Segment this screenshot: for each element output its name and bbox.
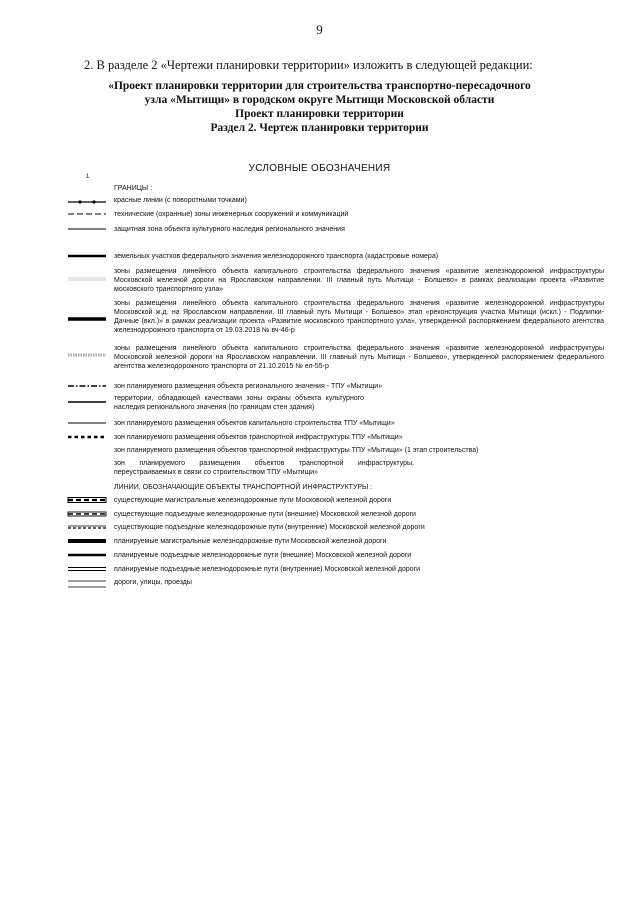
legend-title: УСЛОВНЫЕ ОБОЗНАЧЕНИЯ	[248, 163, 391, 174]
title-line-4: Раздел 2. Чертеж планировки территории	[210, 122, 429, 134]
legend-text: защитная зона объекта культурного наследия регионального значения	[114, 226, 345, 233]
rail-main-planned-symbol	[66, 537, 108, 545]
solid-medium-line-symbol	[66, 399, 108, 405]
red-line-with-points-symbol	[66, 198, 108, 206]
dash-dot-line-symbol	[66, 383, 108, 389]
transport-text: существующие магистральные железнодорожные пути Московской железной дороги	[114, 497, 392, 504]
legend-text: зон планируемого размещения объекта регионального значения - ТПУ «Мытищи»	[114, 383, 383, 390]
dashed-line-symbol	[66, 211, 108, 217]
legend-text: земельных участков федерального значения железнодорожного транспорта (кадастровые номера)	[114, 253, 439, 260]
rail-ext-planned-symbol	[66, 551, 108, 559]
solid-heavy-line-symbol	[66, 315, 108, 323]
solid-thin-line-symbol	[66, 226, 108, 232]
legend-text: технические (охранные) зоны инженерных сооружений и коммуникаций	[114, 211, 349, 218]
legend-text: зон планируемого размещения объектов транспортной инфраструктуры ТПУ «Мытищи» (1 этап строительства)	[114, 447, 479, 454]
title-line-3: Проект планировки территории	[235, 108, 404, 120]
red-line-point-label: 1	[86, 174, 90, 180]
legend-text: зоны размещения линейного объекта капитального строительства федерального значения «развитие железнодорожной инфраструктуры Московской ж.д. на Ярославском направлении. III главный путь Мытищи - Болшево» этап «реконструкция участка Мытищи (искл.) - Подлипки-Дачные (вкл.)» в рамках реализации проекта «Развитие московского транспортного узла», утвержденной распоряжением федерального агентства железнодорожного транспорта от 19.03.2018 № вч-46-р	[114, 300, 604, 334]
rail-ext-existing-symbol	[66, 510, 108, 518]
transport-text: существующие подъездные железнодорожные пути (внутренние) Московской железной дороги	[114, 524, 425, 531]
transport-heading: ЛИНИИ, ОБОЗНАЧАЮЩИЕ ОБЪЕКТЫ ТРАНСПОРТНОЙ ИНФРАСТРУКТУРЫ :	[114, 484, 373, 491]
bold-dashed-line-symbol	[66, 434, 108, 440]
legend-text: красные линии (с поворотными точками)	[114, 197, 247, 204]
solid-thick-line-symbol	[66, 253, 108, 259]
faint-band-symbol	[66, 275, 108, 283]
transport-text: планируемые магистральные железнодорожные пути Московской железной дороги	[114, 538, 387, 545]
solid-thin-line-symbol	[66, 420, 108, 426]
legend-text: зоны размещения линейного объекта капитального строительства федерального значения «развитие железнодорожной инфраструктуры Московской железной дороги на Ярославском направлении. III главный путь Мытищи - Болшево» в рамках реализации проекта «Развитие московского транспортного узла»	[114, 268, 604, 293]
transport-text: дороги, улицы, проезды	[114, 579, 192, 586]
transport-text: планируемые подъездные железнодорожные пути (внешние) Московской железной дороги	[114, 552, 412, 559]
transport-text: планируемые подъездные железнодорожные пути (внутренние) Московской железной дороги	[114, 566, 421, 573]
legend-text: зоны размещения линейного объекта капитального строительства федерального значения «развитие железнодорожной инфраструктуры Московской железной дороги на Ярославском направлении. III главный путь Мытищи - Болшево», утвержденной распоряжением федерального агентства железнодорожного транспорта от 21.10.2015 № ел-55-р	[114, 345, 604, 370]
grey-dotted-symbol	[66, 351, 108, 359]
title-line-1: «Проект планировки территории для строительства транспортно-пересадочного	[108, 80, 531, 92]
borders-heading: ГРАНИЦЫ :	[114, 185, 153, 192]
legend-text: зон планируемого размещения объектов транспортной инфраструктуры, переустраиваемых в связи со строительством ТПУ «Мытищи»	[114, 460, 414, 476]
roads-symbol	[66, 578, 108, 590]
rail-int-planned-symbol	[66, 565, 108, 573]
transport-text: существующие подъездные железнодорожные пути (внешние) Московской железной дороги	[114, 511, 416, 518]
rail-int-existing-symbol	[66, 523, 108, 531]
intro-paragraph: 2. В разделе 2 «Чертежи планировки территории» изложить в следующей редакции:	[84, 58, 533, 72]
legend-text: зон планируемого размещения объектов транспортной инфраструктуры ТПУ «Мытищи»	[114, 434, 403, 441]
legend-text: территории, обладающей качествами зоны охраны объекта культурного наследия регионального значения (по границам стен здания)	[114, 395, 364, 411]
rail-main-existing-symbol	[66, 496, 108, 504]
legend-text: зон планируемого размещения объектов капитального строительства ТПУ «Мытищи»	[114, 420, 395, 427]
page-number: 9	[316, 22, 323, 37]
title-line-2: узла «Мытищи» в городском округе Мытищи Московской области	[144, 94, 495, 106]
